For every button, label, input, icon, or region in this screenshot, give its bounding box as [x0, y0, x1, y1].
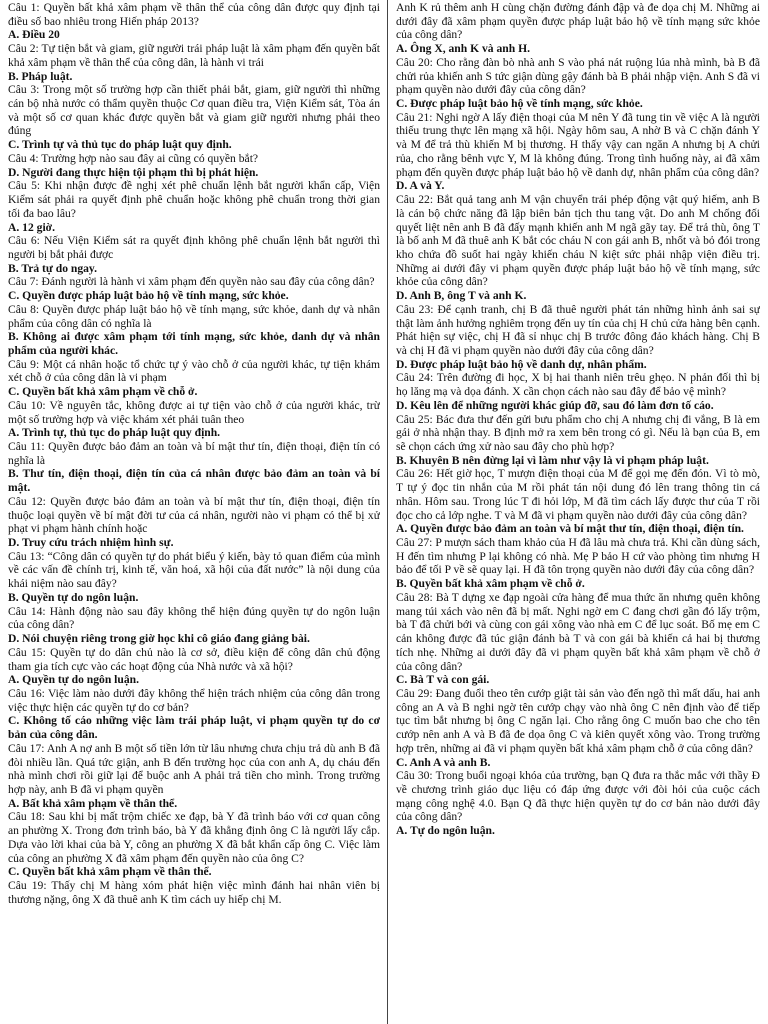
question-text: Câu 5: Khi nhận được đề nghị xét phê chuẩn lệnh bắt người khẩn cấp, Viện Kiểm sát phải ra quyết định phê chuẩn hoặc không phê chuẩn trong thời gian tối đa bao lâu?: [8, 179, 380, 220]
question-block: [396, 413, 760, 468]
answer-text: C. Trình tự và thủ tục do pháp luật quy định.: [8, 138, 232, 152]
question-block: [396, 687, 760, 769]
answer-text: B. Trả tự do ngay.: [8, 261, 97, 275]
question-block: [396, 536, 760, 591]
question-text: Câu 4: Trường hợp nào sau đây ai cũng có quyền bắt?: [8, 151, 259, 165]
question-text: Câu 12: Quyền được bảo đảm an toàn và bí mật thư tín, điện thoại, điện tín thuộc loại quyền về bí mật đời tư của cá nhân, người nào vi phạm có thể bị xử phạt vi phạm hành chính hoặc: [8, 494, 380, 536]
answer-text: B. Khuyên B nên đừng lại vì làm như vậy là vi phạm pháp luật.: [396, 453, 709, 467]
answer-text: B. Quyền bất khả xâm phạm về chỗ ở.: [396, 577, 585, 591]
question-text: Câu 22: Bắt quả tang anh M vận chuyển trái phép động vật quý hiếm, anh B là cán bộ chức năng đã lập biên bản tịch thu tang vật. Do anh M chống đối quyết liệt nên anh B đã đấy mạnh khiến anh M ngã gãy tay. Để trả thù, ông T là bố anh M đã thuê anh K bắt cóc cháu N con gái anh B, nhốt và bỏ đói trong kho chứa đồ suốt hai ngày khiến cháu N kiệt sức phải nhập viện điều trị. Những ai dưới đây vi phạm quyền được pháp luật bảo hộ về tính mạng, sức khỏe của công dân?: [396, 193, 760, 289]
question-block: [8, 879, 380, 906]
question-text: Câu 7: Đánh người là hành vi xâm phạm đến quyền nào sau đây của công dân?: [8, 275, 375, 289]
question-text: Câu 30: Trong buổi ngoại khóa của trường, bạn Q đưa ra thắc mắc với thầy Đ về chương trình giáo dục liệu có đáp ứng được với đòi hỏi của cuộc cách mạng công nghệ 4.0. Bạn Q đã thực hiện quyền tự do cơ bản nào dưới đây của công dân?: [396, 769, 760, 824]
answer-text: B. Thư tín, điện thoại, điện tín của cá nhân được bảo đảm an toàn và bí mật.: [8, 467, 380, 495]
question-block: [396, 591, 760, 687]
question-text: Câu 29: Đang đuổi theo tên cướp giật tài sản vào đến ngõ thì mất dấu, hai anh công an A và B nghi ngờ tên cướp chạy vào nhà ông C nên định vào để tiếp tục tìm bắt nhưng bị ông C ngăn lại. Cho rằng ông C muốn bao che cho tên cướp nên anh A và B đã đe dọa ông C và kiên quyết xông vào. Trong trường hợp trên, những ai đã vi phạm quyền bất khả xâm phạm chỗ ở của công dân?: [396, 686, 760, 755]
answer-text: D. Được pháp luật bảo hộ về danh dự, nhân phẩm.: [396, 357, 647, 371]
question-text: Câu 28: Bà T dựng xe đạp ngoài cửa hàng để mua thức ăn nhưng quên không mang túi xách vào nên đã bị mất. Nghi ngờ em C đang chơi gần đó lấy trộm, bà T đã chửi bới và cùng con gái xông vào nhà em C để lục soát. Bố mẹ em C cản không được đã túc giận đánh bà T và con gái bà khiến cả hai bị thương tích nhẹ. Những ai dưới đây đã vi phạm quyền bất khả xâm phạm về chỗ ở của công dân?: [396, 590, 760, 673]
answer-text: A. Tự do ngôn luận.: [396, 824, 495, 838]
question-block: [8, 1, 380, 42]
question-text: Câu 27: P mượn sách tham khảo của H đã lâu mà chưa trả. Khi cần dùng sách, H đến tìm nhưng P lại không có nhà. Mẹ P bảo H cứ vào phòng tìm nhưng H bảo để tối P về sẽ quay lại. H đã tôn trọng quyền nào dưới đây của công dân?: [396, 536, 760, 577]
answer-text: D. Kêu lên để những người khác giúp đỡ, sau đó làm đơn tố cáo.: [396, 398, 714, 412]
answer-text: D. Anh B, ông T và anh K.: [396, 289, 527, 303]
question-text: Câu 17: Anh A nợ anh B một số tiền lớn từ lâu nhưng chưa chịu trả dù anh B đã đòi nhiều lần. Quá tức giận, anh B đến trường học của con anh A, dụ cháu đến nhà mình chơi rồi giữ lại để buộc anh A phải trả tiền cho mình. Trong trường hợp này, anh B đã vi phạm quyền: [8, 741, 380, 796]
answer-text: C. Quyền bất khả xâm phạm về thân thể.: [8, 865, 212, 879]
answer-text: A. Trình tự, thủ tục do pháp luật quy định.: [8, 426, 221, 440]
answer-text: C. Bà T và con gái.: [396, 673, 490, 687]
question-text: Anh K rủ thêm anh H cùng chặn đường đánh đập và đe dọa chị M. Những ai dưới đây đã xâm phạm quyền được pháp luật bảo hộ về tính mạng sức khỏe của công dân?: [396, 1, 760, 42]
question-text: Câu 18: Sau khi bị mất trộm chiếc xe đạp, bà Y đã trình báo với cơ quan công an phường X. Trong đơn trình báo, bà Y đã khẳng định ông C là người lấy cắp. Dựa vào lời khai của bà Y, công an phường X đã bắt khẩn cấp ông C. Việc làm của công an phường X đã xâm phạm đến quyền nào của ông C?: [8, 810, 380, 865]
question-block: [396, 371, 760, 412]
answer-text: A. Bất khả xâm phạm về thân thể.: [8, 796, 178, 810]
answer-text: C. Quyền được pháp luật bảo hộ về tính mạng, sức khỏe.: [8, 289, 289, 303]
question-block: [8, 83, 380, 152]
answer-text: A. Ông X, anh K và anh H.: [396, 42, 531, 56]
question-block: [396, 56, 760, 111]
question-text: Câu 1: Quyền bất khả xâm phạm về thân thể của công dân được quy định tại điều số bao nhiêu trong Hiến pháp 2013?: [8, 1, 380, 28]
answer-text: C. Quyền bất khả xâm phạm về chỗ ở.: [8, 385, 198, 399]
question-block: [8, 303, 380, 358]
answer-text: A. 12 giờ.: [8, 220, 55, 234]
question-block: [8, 646, 380, 687]
question-block: [8, 550, 380, 605]
question-block: [8, 742, 380, 811]
question-text: Câu 8: Quyền được pháp luật bảo hộ về tính mạng, sức khỏe, danh dự và nhân phẩm của công dân có nghĩa là: [8, 302, 380, 330]
answer-text: B. Quyền tự do ngôn luận.: [8, 590, 139, 604]
question-text: Câu 25: Bác đưa thư đến gửi bưu phẩm cho chị A nhưng chị đi vắng, B là em gái ở nhà nhận thay. B định mở ra xem bên trong có gì. Nếu là bạn của B, em sẽ chọn cách ứng xử nào sau đây cho phù hợp?: [396, 412, 760, 453]
question-block: [8, 42, 380, 83]
answer-text: C. Anh A và anh B.: [396, 755, 491, 769]
question-text: Câu 10: Về nguyên tắc, không được ai tự tiện vào chỗ ở của người khác, trừ một số trường hợp và việc khám xét phải tuân theo: [8, 398, 380, 426]
answer-text: D. Người đang thực hiện tội phạm thì bị phát hiện.: [8, 165, 259, 179]
question-text: Câu 15: Quyền tự do dân chủ nào là cơ sở, điều kiện để công dân chủ động tham gia tích cực vào các hoạt động của Nhà nước và xã hội?: [8, 645, 380, 673]
question-text: Câu 2: Tự tiện bắt và giam, giữ người trái pháp luật là xâm phạm đến quyền bất khả xâm phạm về thân thể của công dân, là hành vi trái: [8, 42, 380, 69]
question-block: [8, 275, 380, 302]
question-text: Câu 6: Nếu Viện Kiểm sát ra quyết định không phê chuẩn lệnh bắt người thì người bị bắt phải được: [8, 234, 380, 261]
question-block: [396, 303, 760, 372]
question-block: [8, 810, 380, 879]
question-block: [396, 467, 760, 536]
question-text: Câu 19: Thấy chị M hàng xóm phát hiện việc mình đánh hai nhân viên bị thương nặng, ông X đã thuê anh K tìm cách uy hiếp chị M.: [8, 879, 380, 906]
answer-text: A. Điều 20: [8, 28, 60, 42]
answer-text: B. Không ai được xâm phạm tới tính mạng, sức khỏe, danh dự và nhân phẩm của người khác.: [8, 330, 380, 357]
question-text: Câu 24: Trên đường đi học, X bị hai thanh niên trêu ghẹo. N phản đối thì bị họ lăng mạ và dọa đánh. X cần chọn cách nào sau đây để bảo vệ mình?: [396, 371, 760, 399]
question-block: [396, 193, 760, 303]
question-block: [8, 358, 380, 399]
question-text: Câu 13: “Công dân có quyền tự do phát biểu ý kiến, bày tỏ quan điểm của mình về các vấn đề chính trị, kinh tế, văn hoá, xã hội của đất nước” là nội dung của khái niệm nào sau đây?: [8, 549, 380, 591]
question-text: Câu 11: Quyền được bảo đảm an toàn và bí mật thư tín, điện thoại, điện tín có nghĩa là: [8, 440, 380, 467]
question-text: Câu 9: Một cá nhân hoặc tổ chức tự ý vào chỗ ở của người khác, tự tiện khám xét chỗ ở của công dân là vi phạm: [8, 357, 380, 385]
answer-text: B. Pháp luật.: [8, 69, 73, 83]
question-text: Câu 14: Hành động nào sau đây không thể hiện đúng quyền tự do ngôn luận của công dân?: [8, 604, 380, 632]
right-column: [396, 1, 760, 1019]
answer-text: C. Được pháp luật bảo hộ về tính mạng, sức khỏe.: [396, 97, 643, 111]
answer-text: A. Quyền tự do ngôn luận.: [8, 673, 139, 687]
question-block: [396, 769, 760, 838]
question-block: [8, 179, 380, 234]
column-divider: [387, 0, 388, 1024]
answer-text: D. A và Y.: [396, 179, 445, 193]
answer-text: A. Quyền được bảo đảm an toàn và bí mật thư tín, điện thoại, điện tín.: [396, 522, 744, 536]
question-block: [8, 234, 380, 275]
question-block: [396, 1, 760, 56]
question-text: Câu 3: Trong một số trường hợp cần thiết phải bắt, giam, giữ người thì những cán bộ nhà nước có thẩm quyền thuộc Cơ quan điều tra, Viện Kiểm sát, Tòa án và một số cơ quan khác được quyền bắt và giam giữ người nhưng phải theo đúng: [8, 83, 380, 138]
question-text: Câu 23: Để cạnh tranh, chị B đã thuê người phát tán những hình ảnh sai sự thật làm ảnh hưởng nghiêm trọng đến uy tín của chị H chủ cửa hàng bên cạnh. Phát hiện sự việc, chị H đã sỉ nhục chị B trước đông đảo khách hàng. Chị B và chị H đã vi phạm quyền nào dưới đây của công dân?: [396, 302, 760, 357]
answer-text: D. Truy cứu trách nhiệm hình sự.: [8, 536, 174, 550]
question-block: [8, 495, 380, 550]
question-block: [8, 687, 380, 742]
question-block: [8, 605, 380, 646]
question-block: [396, 111, 760, 193]
question-text: Câu 21: Nghi ngờ A lấy điện thoại của M nên Y đã tung tin về việc A là người thiếu trung thực lên mạng xã hội. Ngày hôm sau, A nhờ B và C chặn đánh Y và M để trả thù khiến M bị thương. H thấy vậy can ngăn A nhưng bị A chửi rủa, cho rằng bênh vực Y, M là không đúng. Trong tình huống này, ai đã xâm phạm đến quyền được pháp luật bảo hộ về danh dự, nhân phẩm của công dân?: [396, 110, 760, 179]
question-block: [8, 152, 380, 179]
left-column: [8, 1, 380, 1019]
question-text: Câu 26: Hết giờ học, T mượn điện thoại của M để gọi mẹ đến đón. Vì tò mò, T tự ý đọc tin nhắn của M rồi phát tán nội dung đó lên trang thông tin cá nhân. Hôm sau. Trong lúc T đi hỏi lớp, M đã tìm cách lấy được thư của T rồi đọc cho cả lớp nghe. T và M đã vi phạm quyền nào dưới đây của công dân?: [396, 467, 760, 522]
question-block: [8, 399, 380, 440]
question-text: Câu 16: Việc làm nào dưới đây không thể hiện trách nhiệm của công dân trong việc thực hiện các quyền tự do cơ bản?: [8, 686, 380, 714]
question-text: Câu 20: Cho rằng đàn bò nhà anh S vào phá nát ruộng lúa nhà mình, bà B đã chửi rủa khiến anh S tức giận dùng gậy đánh bà B phải nhập viện. Anh S đã vi phạm quyền nào dưới đây của công dân?: [396, 55, 760, 97]
answer-text: C. Không tố cáo những việc làm trái pháp luật, vi phạm quyền tự do cơ bản của công dân.: [8, 714, 380, 742]
answer-text: D. Nói chuyện riêng trong giờ học khi cô giáo đang giảng bài.: [8, 632, 310, 646]
question-block: [8, 440, 380, 495]
